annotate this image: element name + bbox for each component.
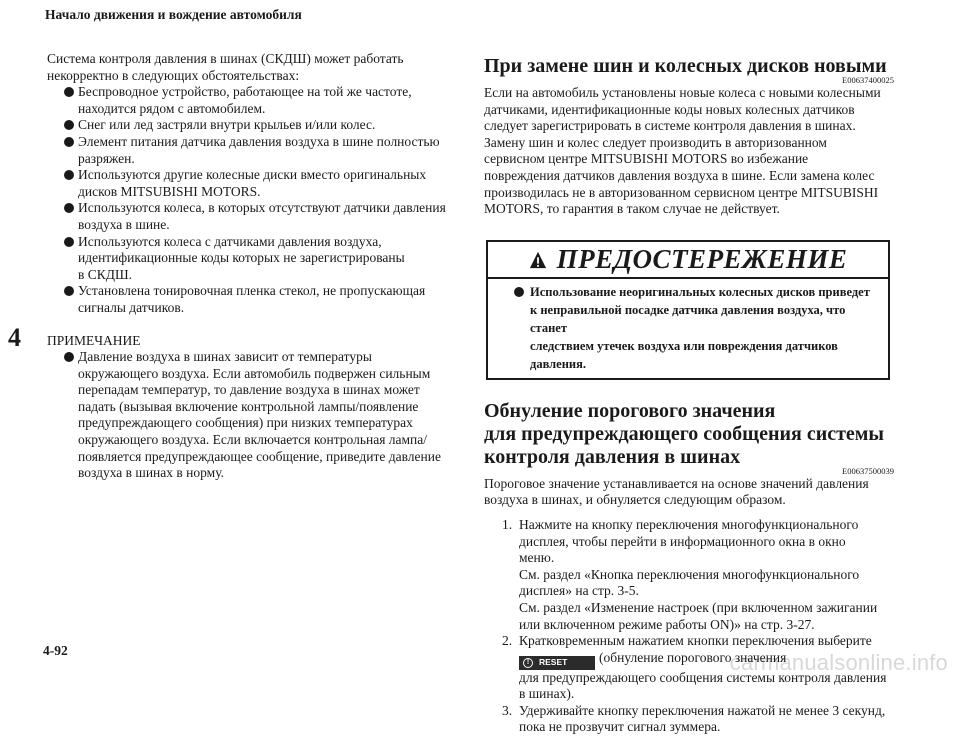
text-line: сервисном центре MITSUBISHI MOTORS во избежание [484, 151, 809, 167]
text-line: воздуха в шинах в норму. [78, 465, 224, 481]
text-line: следует зарегистрировать в системе контроля давления в шинах. [484, 118, 856, 134]
warning-title: ПРЕДОСТЕРЕЖЕНИЕ [556, 244, 848, 275]
text-line: Используются другие колесные диски вместо оригинальных [78, 167, 427, 183]
text-line: (обнуление порогового значения [599, 649, 787, 665]
text-line: предупреждающего сообщения) при низких температурах [78, 415, 413, 431]
conditions-list [47, 84, 452, 316]
list-item [47, 200, 452, 233]
text-line: в СКДШ. [78, 266, 132, 282]
steps-list [484, 517, 894, 736]
heading-line: Обнуление порогового значения [484, 399, 776, 422]
text-line: падать (вызывая включение контрольной лампы/появление [78, 398, 419, 414]
text-line: меню. [519, 550, 555, 566]
bullet-icon [514, 287, 524, 297]
text-line: датчиками, идентификационные коды новых колесных датчиков [484, 101, 855, 117]
section-body [484, 85, 894, 218]
text-line: Кратковременным нажатием кнопки переключения выберите [519, 633, 872, 649]
section-code: E00637400025 [842, 75, 894, 85]
text-line: См. раздел «Изменение настроек (при включенном зажигании [519, 599, 878, 615]
bullet-icon [64, 286, 74, 296]
text-line: Снег или лед застряли внутри крыльев и/или колес. [78, 117, 376, 133]
text-line: дисплея, чтобы перейти в информационного окна в окно [519, 533, 846, 549]
list-item [47, 234, 452, 284]
heading-line: контроля давления в шинах [484, 445, 741, 468]
warning-list [494, 283, 882, 373]
text-line: Элемент питания датчика давления воздуха в шине полностью [78, 133, 440, 149]
text-line: следствием утечек воздуха или повреждения датчиков давления. [530, 338, 838, 371]
warning-box [486, 240, 890, 380]
note-list [47, 349, 452, 482]
text-line: Если на автомобиль установлены новые колеса с новыми колесными [484, 85, 881, 100]
list-item [47, 134, 452, 167]
chapter-tab: 4 [8, 323, 21, 352]
text-line: См. раздел «Кнопка переключения многофункционального [519, 566, 860, 582]
step-number: 3. [502, 702, 513, 718]
text-line: дисков MITSUBISHI MOTORS. [78, 183, 261, 199]
text-line: окружающего воздуха. Если автомобиль подвержен сильным [78, 365, 431, 381]
text-line: идентификационные коды которых не зарегистрированы [78, 250, 405, 266]
text-line: сигналы датчиков. [78, 299, 185, 315]
reset-display-icon [519, 656, 595, 670]
list-item [47, 167, 452, 200]
watermark: carmanualsonline.info [729, 650, 948, 675]
bullet-icon [64, 137, 74, 147]
text-line: находится рядом с автомобилем. [78, 100, 266, 116]
text-line: для предупреждающего сообщения системы контроля давления [519, 669, 887, 685]
text-line: окружающего воздуха. Если включается контрольная лампа/ [78, 432, 428, 448]
step-number: 2. [502, 633, 513, 649]
warning-text [494, 283, 882, 373]
text-line: Нажмите на кнопку переключения многофункционального [519, 516, 859, 532]
text-line: некорректно в следующих обстоятельствах: [47, 67, 300, 83]
bullet-icon [64, 203, 74, 213]
text-line: Используются колеса, в которых отсутствуют датчики давления [78, 200, 446, 216]
list-item [47, 117, 452, 134]
list-item [494, 283, 882, 373]
intro-paragraph [47, 51, 452, 84]
text-line: перепадам температур, то давление воздуха в шинах может [78, 382, 420, 398]
badge-label: RESET [539, 657, 568, 668]
text-line: в шинах). [519, 686, 575, 702]
step-item [484, 517, 894, 633]
text-line: Используются колеса с датчиками давления воздуха, [78, 233, 382, 249]
text-line: дисплея» на стр. 3-5. [519, 583, 639, 599]
warning-triangle-icon [529, 251, 547, 269]
warning-divider [488, 277, 888, 279]
section-heading: При замене шин и колесных дисков новыми [484, 55, 887, 77]
text-line: Пороговое значение устанавливается на основе значений давления [484, 475, 869, 491]
text-line: производилась не в авторизованном сервисном центре MITSUBISHI [484, 184, 879, 200]
running-header: Начало движения и вождение автомобиля [45, 7, 302, 22]
section-intro [484, 476, 894, 509]
warning-header [494, 245, 882, 275]
info-icon: ! [523, 658, 533, 668]
step-item [484, 633, 894, 703]
text-line: Давление воздуха в шинах зависит от температуры [78, 349, 372, 365]
step-number: 1. [502, 516, 513, 532]
text-line: появляется предупреждающее сообщение, приведите давление [78, 448, 441, 464]
text-line: Использование неоригинальных колесных дисков приведет [530, 284, 870, 299]
text-line: воздуха в шинах, и обнуляется следующим образом. [484, 492, 786, 508]
text-line: разряжен. [78, 150, 135, 166]
text-line: Удерживайте кнопку переключения нажатой не менее 3 секунд, [519, 702, 886, 718]
bullet-icon [64, 352, 74, 362]
text-line: пока не прозвучит сигнал зуммера. [519, 719, 721, 735]
text-line: повреждения датчиков давления воздуха в шине. Если замена колес [484, 167, 875, 183]
heading-line: для предупреждающего сообщения системы [484, 422, 885, 445]
text-line: воздуха в шине. [78, 216, 170, 232]
text-line: MOTORS, то гарантия в таком случае не действует. [484, 201, 780, 217]
list-item [47, 283, 452, 316]
bullet-icon [64, 170, 74, 180]
section-code: E00637500039 [842, 465, 894, 476]
text-line: или включенном режиме работы ON)» на стр. 3-27. [519, 616, 815, 632]
text-line: Система контроля давления в шинах (СКДШ) может работать [47, 51, 404, 66]
bullet-icon [64, 237, 74, 247]
page-number: 4-92 [43, 643, 68, 658]
bullet-icon [64, 87, 74, 97]
left-column [47, 51, 452, 482]
list-item [47, 349, 452, 482]
step-item [484, 703, 894, 736]
note-title: ПРИМЕЧАНИЕ [47, 332, 141, 348]
bullet-icon [64, 120, 74, 130]
text-line: Установлена тонировочная пленка стекол, не пропускающая [78, 283, 426, 299]
text-line: Замену шин и колес следует производить в авторизованном [484, 134, 827, 150]
text-line: Беспроводное устройство, работающее на той же частоте, [78, 84, 412, 100]
right-column [484, 55, 894, 736]
text-line: к неправильной посадке датчика давления воздуха, что станет [530, 302, 846, 335]
list-item [47, 84, 452, 117]
section-heading [484, 400, 894, 469]
